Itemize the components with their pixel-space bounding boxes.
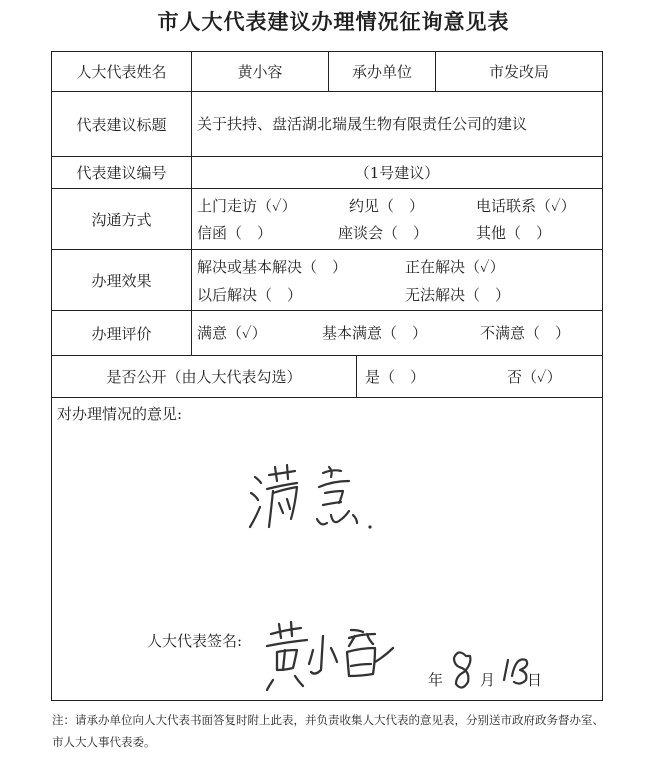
option-resolving: 正在解决（✓） [405,258,505,276]
option-later: 以后解决（ ） [197,286,303,304]
column-divider [356,355,357,397]
label-suggestion-number: 代表建议编号 [76,164,167,182]
label-representative-name: 人大代表姓名 [76,63,167,81]
label-publicity: 是否公开（由人大代表勾选） [106,368,302,386]
representative-name: 黄小容 [237,63,283,81]
handling-unit: 市发改局 [488,63,549,81]
label-effect: 办理效果 [91,271,152,290]
suggestion-title: 关于扶持、盘活湖北瑞晟生物有限责任公司的建议 [197,114,528,133]
handwritten-signature [265,622,405,692]
option-appointment: 约见（ ） [349,197,425,215]
option-meeting: 座谈会（ ） [338,224,429,242]
label-handling-unit: 承办单位 [351,63,412,81]
option-basically-satisfied: 基本满意（ ） [322,324,428,342]
option-letter: 信函（ ） [197,224,273,242]
option-satisfied: 满意（✓） [197,324,267,342]
option-unsolvable: 无法解决（ ） [405,286,511,304]
column-divider [191,52,192,355]
handwritten-opinion [247,465,387,545]
option-phone: 电话联系（✓） [476,197,576,215]
option-door-visit: 上门走访（✓） [197,197,297,215]
option-resolved: 解决或基本解决（ ） [197,258,348,276]
label-evaluation: 办理评价 [91,324,152,343]
day-label: 日 [527,671,543,689]
year-label: 年 [428,671,444,689]
label-communication: 沟通方式 [91,210,152,229]
option-public-yes: 是（ ） [365,368,426,386]
signature-label: 人大代表签名: [147,632,243,650]
label-suggestion-title: 代表建议标题 [76,115,167,134]
opinion-form [51,51,603,701]
suggestion-number: （1号建议） [354,164,440,182]
option-unsatisfied: 不满意（ ） [480,324,571,342]
row-divider [52,397,602,398]
option-other: 其他（ ） [476,224,552,242]
opinion-label: 对办理情况的意见: [57,405,183,423]
footnote: 注：请承办单位向人大代表书面答复时附上此表，并负责收集人大代表的意见表，分别送市政府政务督办室、市人大人事代表委。 [52,713,604,749]
month-label: 月 [480,671,496,689]
form-title: 市人大代表建议办理情况征询意见表 [157,9,510,34]
option-public-no: 否（✓） [507,368,562,386]
